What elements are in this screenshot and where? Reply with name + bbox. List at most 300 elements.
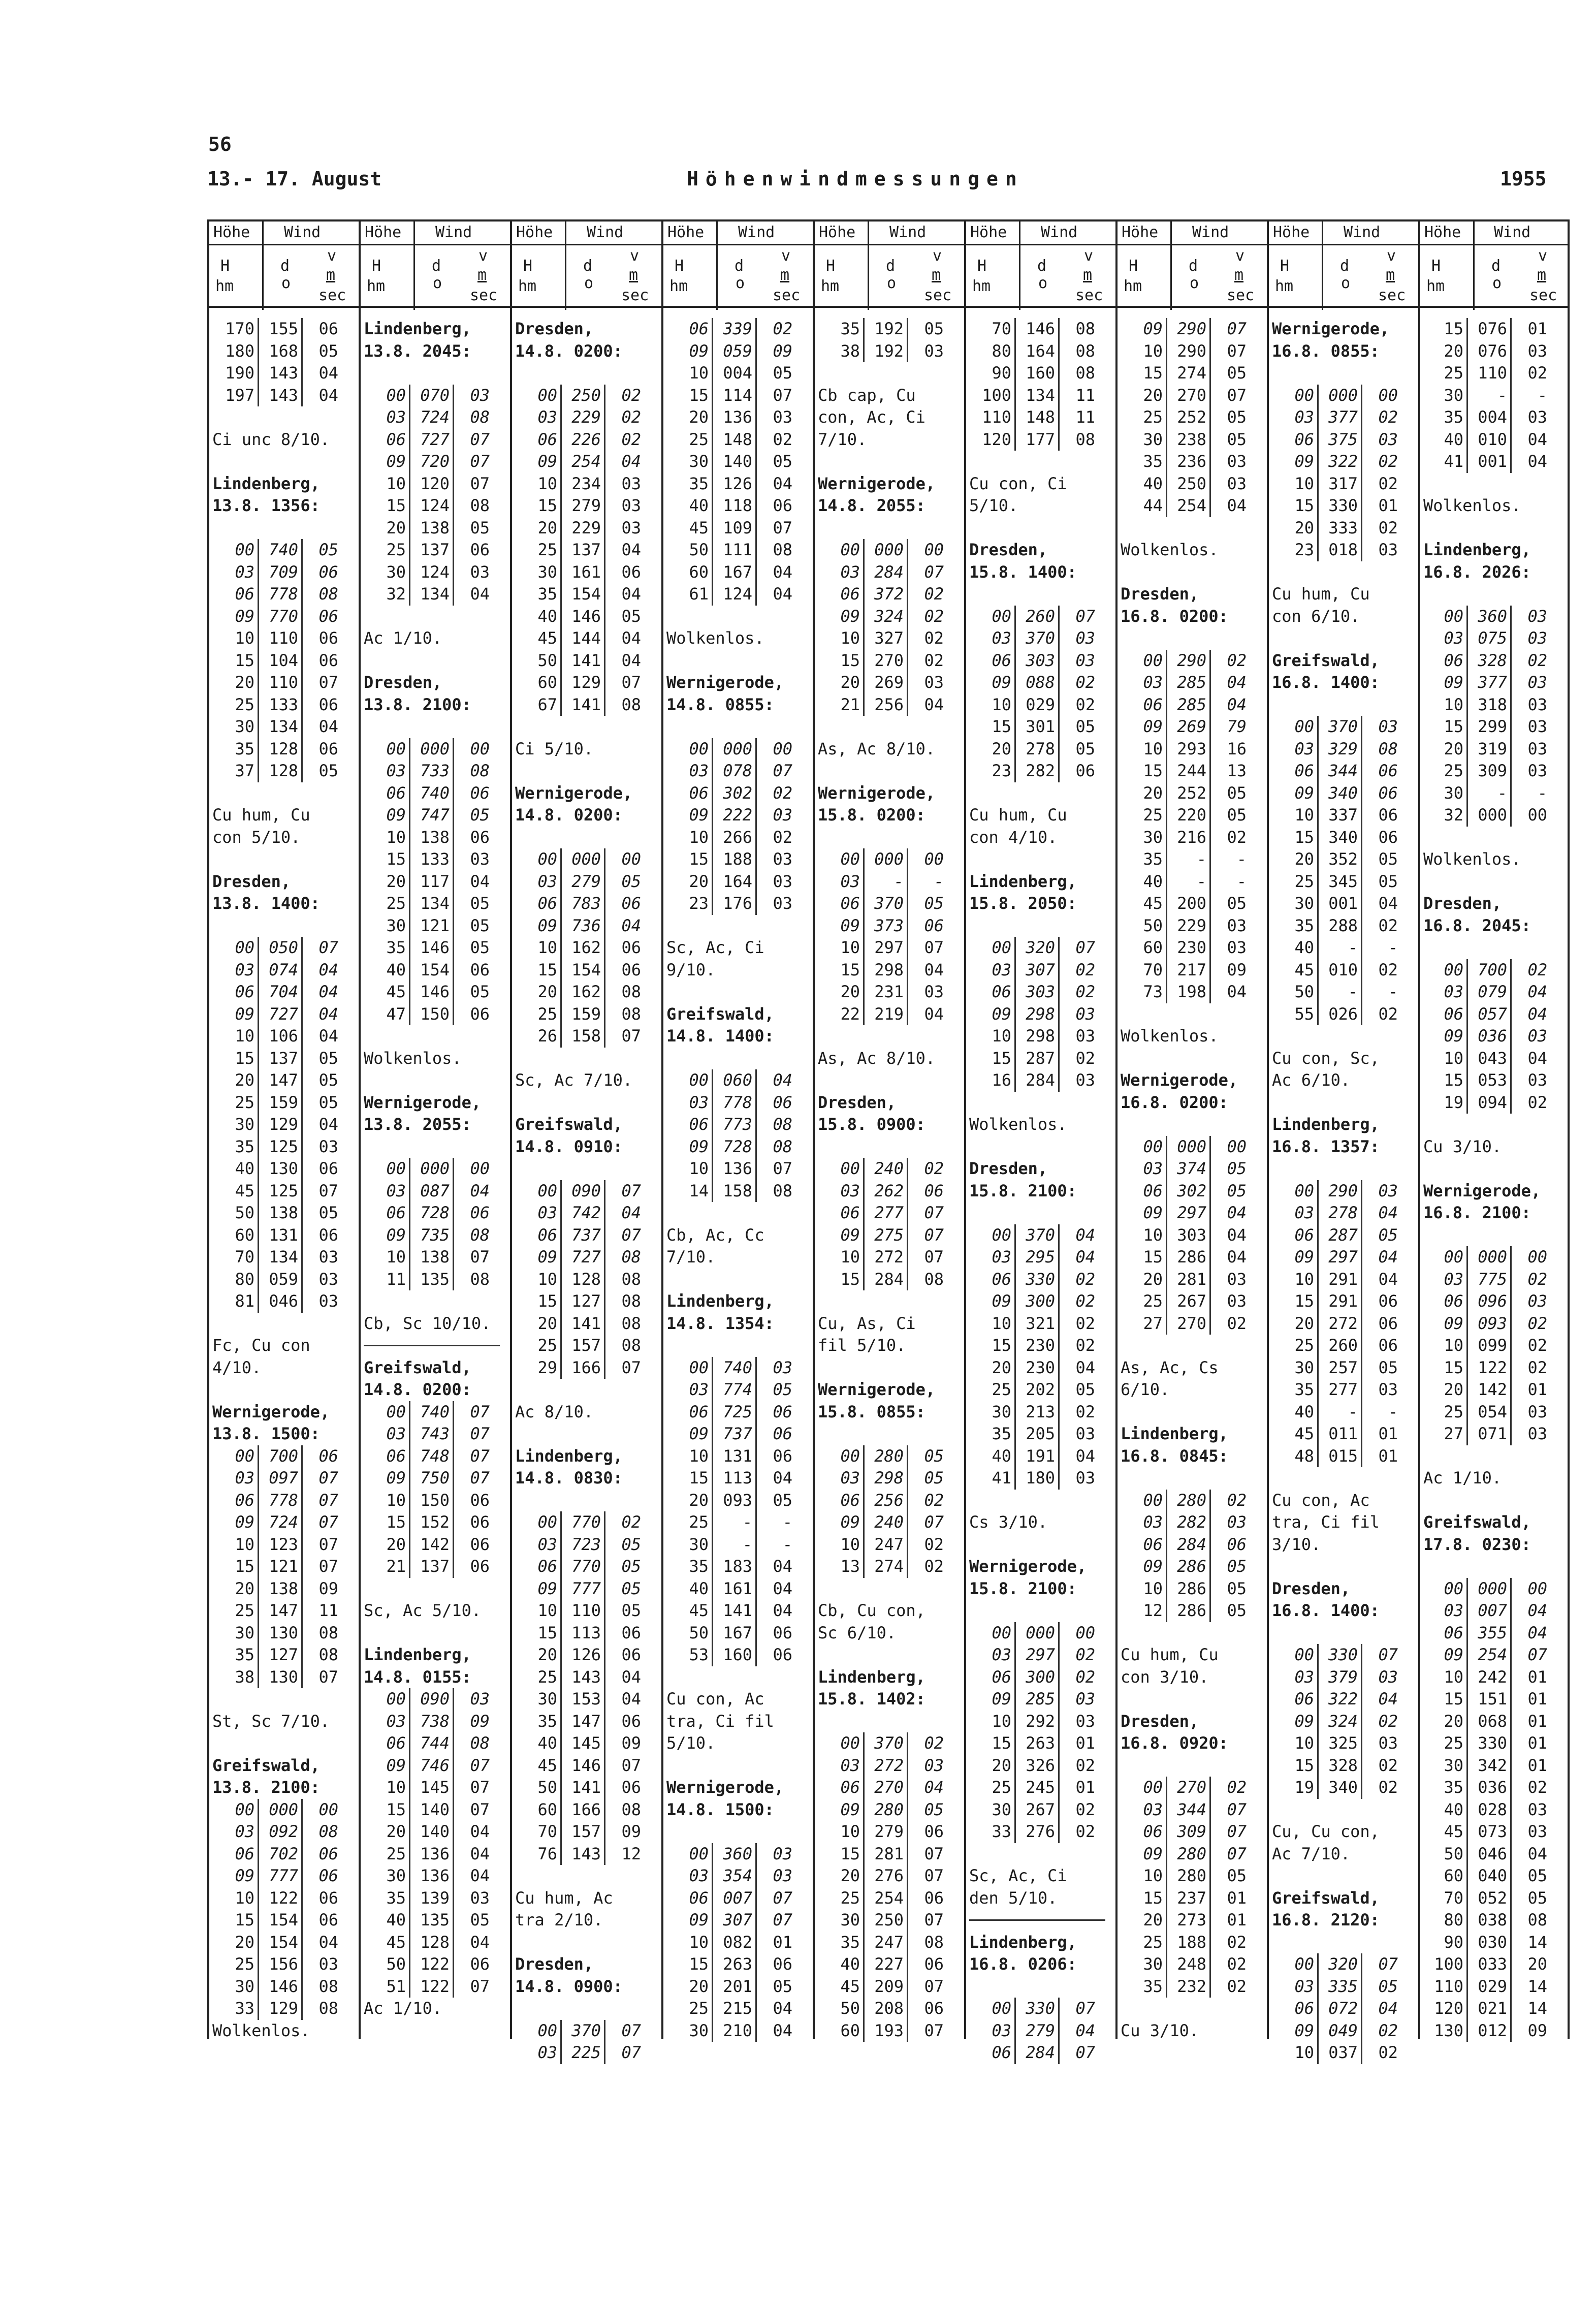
height-cell: 76 bbox=[522, 1843, 562, 1865]
table-row bbox=[1118, 672, 1267, 694]
cloud-note bbox=[815, 1335, 964, 1357]
height-cell: 06 bbox=[824, 583, 865, 606]
height-cell: 03 bbox=[976, 1246, 1016, 1269]
header-m: m bbox=[477, 266, 487, 284]
table-row bbox=[1269, 1379, 1418, 1401]
direction-cell: 040 bbox=[1466, 1865, 1512, 1887]
table-row bbox=[815, 1998, 964, 2020]
cloud-text: con 3/10. bbox=[1121, 1667, 1209, 1687]
height-cell: 20 bbox=[219, 1069, 259, 1092]
direction-cell: 340 bbox=[1317, 827, 1362, 849]
spacer bbox=[1118, 1755, 1267, 1777]
direction-cell: 015 bbox=[1317, 1445, 1362, 1468]
speed-cell: 00 bbox=[1075, 1623, 1095, 1642]
station-label: Lindenberg, bbox=[364, 1645, 471, 1664]
speed-cell: 06 bbox=[1378, 1291, 1398, 1311]
height-cell: 20 bbox=[1279, 848, 1319, 871]
direction-cell: 162 bbox=[560, 937, 605, 959]
table-row bbox=[361, 1953, 510, 1976]
direction-cell: 145 bbox=[409, 1777, 454, 1799]
station-heading bbox=[663, 672, 813, 694]
height-cell: 26 bbox=[522, 1025, 562, 1048]
table-row bbox=[1269, 539, 1418, 561]
table-row bbox=[966, 340, 1115, 363]
table-row bbox=[1420, 694, 1568, 716]
speed-cell: 07 bbox=[470, 429, 490, 449]
height-cell: 20 bbox=[1428, 738, 1468, 761]
speed-cell: 04 bbox=[924, 1004, 944, 1024]
table-row bbox=[966, 1025, 1115, 1048]
table-row bbox=[1420, 1313, 1568, 1335]
speed-cell: 06 bbox=[470, 783, 490, 803]
direction-cell: 295 bbox=[1014, 1246, 1060, 1269]
speed-cell: 06 bbox=[1227, 1534, 1247, 1554]
height-cell: 03 bbox=[522, 1534, 562, 1556]
table-row bbox=[1420, 1600, 1568, 1622]
spacer bbox=[663, 981, 813, 1003]
cloud-text: As, Ac 8/10. bbox=[818, 1048, 936, 1068]
direction-cell: 043 bbox=[1466, 1048, 1512, 1070]
height-cell: 10 bbox=[824, 937, 865, 959]
direction-cell: 144 bbox=[560, 627, 605, 650]
speed-cell: 07 bbox=[1075, 1999, 1095, 2018]
height-cell: 35 bbox=[673, 1556, 713, 1578]
height-cell: 15 bbox=[1279, 1290, 1319, 1313]
height-cell: 03 bbox=[1279, 738, 1319, 761]
direction-cell: 360 bbox=[1466, 606, 1512, 628]
direction-cell: 075 bbox=[1466, 627, 1512, 650]
speed-cell: 03 bbox=[1075, 1468, 1095, 1488]
table-row bbox=[209, 694, 359, 716]
direction-cell: 158 bbox=[712, 1180, 757, 1203]
header-h: H bbox=[1129, 257, 1138, 275]
speed-cell: 03 bbox=[318, 1269, 338, 1289]
speed-cell: 05 bbox=[1227, 1159, 1247, 1178]
height-cell: 19 bbox=[1428, 1092, 1468, 1114]
speed-cell: 08 bbox=[318, 1999, 338, 2018]
direction-cell: 728 bbox=[409, 1202, 454, 1224]
direction-cell: 059 bbox=[258, 1269, 303, 1291]
height-cell: 30 bbox=[673, 1534, 713, 1556]
spacer bbox=[1420, 1490, 1568, 1512]
spacer bbox=[966, 848, 1115, 871]
direction-cell: - bbox=[712, 1511, 757, 1534]
spacer bbox=[815, 1711, 964, 1733]
direction-cell: 727 bbox=[258, 1003, 303, 1026]
spacer bbox=[512, 1158, 661, 1180]
speed-cell: 03 bbox=[1227, 1269, 1247, 1289]
spacer bbox=[209, 451, 359, 473]
speed-cell: 07 bbox=[621, 1026, 641, 1046]
direction-cell: 133 bbox=[258, 694, 303, 716]
speed-cell: 09 bbox=[773, 341, 792, 361]
direction-cell: 292 bbox=[1014, 1711, 1060, 1733]
height-cell: 45 bbox=[673, 1600, 713, 1622]
table-row bbox=[966, 1622, 1115, 1644]
speed-cell: 07 bbox=[773, 1888, 792, 1908]
table-row bbox=[209, 1799, 359, 1821]
direction-cell: 000 bbox=[560, 848, 605, 871]
direction-cell: 286 bbox=[1166, 1556, 1211, 1578]
direction-cell: 266 bbox=[712, 827, 757, 849]
height-cell: 09 bbox=[219, 1003, 259, 1026]
direction-cell: 700 bbox=[258, 1445, 303, 1468]
speed-cell: 02 bbox=[1227, 827, 1247, 847]
spacer bbox=[209, 848, 359, 871]
cloud-text: tra, Ci fil bbox=[1272, 1512, 1380, 1532]
spacer bbox=[966, 1490, 1115, 1512]
station-heading bbox=[1269, 318, 1418, 340]
speed-cell: - bbox=[1236, 849, 1247, 869]
direction-cell: 276 bbox=[1014, 1821, 1060, 1843]
direction-cell: 273 bbox=[1166, 1909, 1211, 1932]
direction-cell: 256 bbox=[863, 1490, 908, 1512]
direction-cell: 201 bbox=[712, 1976, 757, 1998]
table-row bbox=[361, 1732, 510, 1755]
speed-cell: 04 bbox=[1378, 1203, 1398, 1222]
table-row bbox=[1420, 362, 1568, 385]
direction-cell: 097 bbox=[258, 1467, 303, 1490]
station-label: 14.8. 0155: bbox=[364, 1667, 471, 1687]
table-row bbox=[1269, 2020, 1418, 2042]
direction-cell: 000 bbox=[1317, 385, 1362, 407]
column-header bbox=[361, 219, 510, 308]
direction-cell: 219 bbox=[863, 1003, 908, 1026]
direction-cell: 275 bbox=[863, 1224, 908, 1247]
speed-cell: 02 bbox=[924, 628, 944, 648]
table-row bbox=[815, 1246, 964, 1269]
speed-cell: 08 bbox=[621, 694, 641, 714]
table-row bbox=[1118, 804, 1267, 827]
table-row bbox=[663, 1511, 813, 1534]
direction-cell: 285 bbox=[1166, 672, 1211, 694]
table-row bbox=[209, 1136, 359, 1158]
table-row bbox=[815, 1887, 964, 1910]
table-row bbox=[1118, 1224, 1267, 1247]
cloud-note bbox=[361, 1998, 510, 2020]
direction-cell: 111 bbox=[712, 539, 757, 561]
table-row bbox=[512, 937, 661, 959]
speed-cell: 01 bbox=[1075, 1778, 1095, 1797]
table-row bbox=[663, 340, 813, 363]
height-cell: 06 bbox=[976, 1269, 1016, 1291]
table-row bbox=[1118, 760, 1267, 782]
height-cell: 10 bbox=[673, 827, 713, 849]
height-cell: 25 bbox=[1127, 406, 1167, 429]
direction-cell: 141 bbox=[560, 650, 605, 672]
header-wind: Wind bbox=[1192, 224, 1229, 241]
cloud-text: Wolkenlos. bbox=[364, 1048, 462, 1068]
station-heading bbox=[361, 1379, 510, 1401]
table-row bbox=[1269, 716, 1418, 738]
station-heading bbox=[966, 893, 1115, 915]
table-row bbox=[815, 1976, 964, 1998]
speed-cell: - bbox=[1236, 871, 1247, 891]
table-row bbox=[209, 1003, 359, 1026]
height-cell: 03 bbox=[824, 561, 865, 584]
station-label: 15.8. 2100: bbox=[969, 1181, 1077, 1200]
station-heading bbox=[815, 1379, 964, 1401]
direction-cell: 164 bbox=[1014, 340, 1060, 363]
speed-cell: 07 bbox=[318, 1468, 338, 1488]
header-wind: Wind bbox=[284, 224, 321, 241]
direction-cell: 303 bbox=[1166, 1224, 1211, 1247]
cloud-text: Ac 7/10. bbox=[1272, 1844, 1351, 1863]
table-row bbox=[209, 1202, 359, 1224]
table-column bbox=[1115, 219, 1267, 2039]
height-cell: 20 bbox=[976, 1755, 1016, 1777]
table-row bbox=[512, 1180, 661, 1203]
table-row bbox=[1420, 627, 1568, 650]
direction-cell: 126 bbox=[712, 473, 757, 495]
height-cell: 20 bbox=[1428, 1379, 1468, 1401]
speed-cell: 05 bbox=[924, 1446, 944, 1466]
direction-cell: 074 bbox=[258, 959, 303, 982]
speed-cell: 03 bbox=[773, 1844, 792, 1863]
speed-cell: 03 bbox=[318, 1247, 338, 1267]
table-row bbox=[1118, 1158, 1267, 1180]
speed-cell: 05 bbox=[318, 1070, 338, 1090]
table-row bbox=[512, 1688, 661, 1711]
direction-cell: 700 bbox=[1466, 959, 1512, 982]
table-row bbox=[966, 1711, 1115, 1733]
station-heading bbox=[1420, 915, 1568, 937]
station-heading bbox=[663, 694, 813, 716]
height-cell: 67 bbox=[522, 694, 562, 716]
table-row bbox=[209, 1269, 359, 1291]
height-cell: 20 bbox=[1127, 385, 1167, 407]
height-cell: 00 bbox=[824, 1445, 865, 1468]
direction-cell: 125 bbox=[258, 1136, 303, 1158]
speed-cell: 04 bbox=[1527, 1623, 1547, 1642]
table-row bbox=[966, 1445, 1115, 1468]
speed-cell: 08 bbox=[621, 982, 641, 1001]
station-label: Greifswald, bbox=[666, 1004, 774, 1024]
direction-cell: 138 bbox=[258, 1578, 303, 1600]
speed-cell: 04 bbox=[318, 1932, 338, 1952]
height-cell: 00 bbox=[1279, 1644, 1319, 1666]
direction-cell: 355 bbox=[1466, 1622, 1512, 1644]
height-cell: 09 bbox=[1127, 1556, 1167, 1578]
spacer bbox=[966, 782, 1115, 805]
station-heading bbox=[361, 318, 510, 340]
height-cell: 10 bbox=[673, 1445, 713, 1468]
height-cell: 100 bbox=[1428, 1953, 1468, 1976]
height-cell: 10 bbox=[976, 694, 1016, 716]
speed-cell: 02 bbox=[621, 385, 641, 405]
speed-cell: 03 bbox=[1527, 1026, 1547, 1046]
direction-cell: 093 bbox=[712, 1490, 757, 1512]
height-cell: 48 bbox=[1279, 1445, 1319, 1468]
direction-cell: 774 bbox=[712, 1379, 757, 1401]
speed-cell: 08 bbox=[470, 1733, 490, 1753]
table-row bbox=[361, 1976, 510, 1998]
speed-cell: 05 bbox=[924, 1799, 944, 1819]
height-cell: 10 bbox=[1279, 1269, 1319, 1291]
speed-cell: 06 bbox=[924, 915, 944, 935]
height-cell: 00 bbox=[522, 1180, 562, 1203]
cloud-text: Cu con, Ac bbox=[1272, 1490, 1370, 1510]
height-cell: 03 bbox=[976, 959, 1016, 982]
speed-cell: 07 bbox=[924, 1976, 944, 1996]
station-heading bbox=[815, 1092, 964, 1114]
height-cell: 03 bbox=[824, 871, 865, 893]
table-row bbox=[815, 1953, 964, 1976]
speed-cell: - bbox=[782, 1534, 792, 1554]
height-cell: 90 bbox=[976, 362, 1016, 385]
table-row bbox=[209, 1976, 359, 1998]
speed-cell: 02 bbox=[1527, 1313, 1547, 1333]
cloud-text: As, Ac 8/10. bbox=[818, 739, 936, 758]
direction-cell: 280 bbox=[1166, 1490, 1211, 1512]
speed-cell: 03 bbox=[1527, 1291, 1547, 1311]
speed-cell: 05 bbox=[924, 319, 944, 338]
height-cell: 06 bbox=[976, 2042, 1016, 2064]
direction-cell: 059 bbox=[712, 340, 757, 363]
height-cell: 09 bbox=[370, 1224, 410, 1247]
speed-cell: 05 bbox=[318, 1092, 338, 1112]
station-label: Wernigerode, bbox=[364, 1092, 482, 1112]
direction-cell: 704 bbox=[258, 981, 303, 1003]
table-row bbox=[663, 1622, 813, 1644]
height-cell: 15 bbox=[1428, 716, 1468, 738]
speed-cell: 00 bbox=[924, 849, 944, 869]
height-cell: 40 bbox=[1428, 1799, 1468, 1821]
height-cell: 06 bbox=[1428, 1290, 1468, 1313]
direction-cell: 242 bbox=[1466, 1666, 1512, 1689]
speed-cell: 06 bbox=[470, 960, 490, 979]
spacer bbox=[1118, 1335, 1267, 1357]
table-row bbox=[361, 1688, 510, 1711]
height-cell: 00 bbox=[976, 937, 1016, 959]
height-cell: 00 bbox=[522, 848, 562, 871]
spacer bbox=[1118, 1114, 1267, 1136]
speed-cell: 05 bbox=[470, 982, 490, 1001]
speed-cell: - bbox=[1388, 1402, 1398, 1421]
table-row bbox=[361, 804, 510, 827]
direction-cell: 270 bbox=[1166, 1777, 1211, 1799]
direction-cell: 168 bbox=[258, 340, 303, 363]
table-row bbox=[1269, 760, 1418, 782]
station-label: 13.8. 2055: bbox=[364, 1115, 471, 1134]
speed-cell: 05 bbox=[1227, 894, 1247, 913]
height-cell: 45 bbox=[1279, 1423, 1319, 1445]
height-cell: 00 bbox=[824, 1158, 865, 1180]
cloud-text: Cu hum, Cu bbox=[969, 805, 1067, 825]
table-row bbox=[815, 650, 964, 672]
cloud-text: Sc, Ac, Ci bbox=[969, 1866, 1067, 1885]
height-cell: 45 bbox=[673, 517, 713, 540]
direction-cell: 746 bbox=[409, 1755, 454, 1777]
spacer bbox=[1118, 1467, 1267, 1490]
direction-cell: 176 bbox=[712, 893, 757, 915]
height-cell: 10 bbox=[219, 1534, 259, 1556]
cloud-note bbox=[966, 1511, 1115, 1534]
table-row bbox=[966, 1799, 1115, 1821]
cloud-text: Ac 8/10. bbox=[515, 1402, 594, 1421]
table-row bbox=[512, 583, 661, 606]
speed-cell: 05 bbox=[318, 341, 338, 361]
table-row bbox=[361, 1887, 510, 1910]
cloud-text: Cu, As, Ci bbox=[818, 1313, 916, 1333]
header-sec: sec bbox=[1529, 287, 1557, 304]
speed-cell: 01 bbox=[1527, 1711, 1547, 1731]
header-hm: hm bbox=[669, 277, 688, 295]
direction-cell: 099 bbox=[1466, 1335, 1512, 1357]
speed-cell: 00 bbox=[1527, 1247, 1547, 1267]
direction-cell: 379 bbox=[1317, 1666, 1362, 1689]
direction-cell: 293 bbox=[1166, 738, 1211, 761]
direction-cell: 192 bbox=[863, 340, 908, 363]
direction-cell: 000 bbox=[1166, 1136, 1211, 1158]
direction-cell: 140 bbox=[409, 1821, 454, 1843]
speed-cell: 04 bbox=[318, 385, 338, 405]
speed-cell: 07 bbox=[773, 1159, 792, 1178]
height-cell: 37 bbox=[219, 760, 259, 782]
header-deg: o bbox=[281, 274, 291, 292]
height-cell: 30 bbox=[1279, 893, 1319, 915]
table-row bbox=[512, 2042, 661, 2064]
direction-cell: 245 bbox=[1014, 1777, 1060, 1799]
station-label: 14.8. 0900: bbox=[515, 1976, 623, 1996]
speed-cell: 07 bbox=[470, 1778, 490, 1797]
direction-cell: 188 bbox=[712, 848, 757, 871]
height-cell: 25 bbox=[673, 1511, 713, 1534]
height-cell: 03 bbox=[370, 406, 410, 429]
height-cell: 09 bbox=[824, 915, 865, 937]
height-cell: 35 bbox=[219, 1644, 259, 1666]
table-row bbox=[1420, 1821, 1568, 1843]
cloud-note bbox=[815, 1048, 964, 1070]
cloud-text: Ci 5/10. bbox=[515, 739, 594, 758]
height-cell: 15 bbox=[824, 1843, 865, 1865]
station-label: 17.8. 0230: bbox=[1423, 1534, 1531, 1554]
table-row bbox=[1420, 1048, 1568, 1070]
table-row bbox=[1118, 451, 1267, 473]
height-cell: 09 bbox=[976, 1688, 1016, 1711]
height-cell: 15 bbox=[673, 1953, 713, 1976]
height-cell: 23 bbox=[1279, 539, 1319, 561]
station-label: 16.8. 1357: bbox=[1272, 1136, 1380, 1156]
station-heading bbox=[1269, 650, 1418, 672]
table-row bbox=[1118, 738, 1267, 761]
height-cell: 10 bbox=[1428, 1335, 1468, 1357]
direction-cell: 215 bbox=[712, 1998, 757, 2020]
table-row bbox=[1420, 1335, 1568, 1357]
direction-cell: 270 bbox=[863, 650, 908, 672]
table-row bbox=[1118, 1887, 1267, 1910]
speed-cell: 07 bbox=[621, 1181, 641, 1200]
table-row bbox=[663, 848, 813, 871]
direction-cell: 122 bbox=[258, 1887, 303, 1910]
table-row bbox=[966, 1313, 1115, 1335]
direction-cell: 153 bbox=[560, 1688, 605, 1711]
direction-cell: 130 bbox=[258, 1666, 303, 1689]
speed-cell: 04 bbox=[470, 1844, 490, 1863]
station-heading bbox=[663, 1025, 813, 1048]
direction-cell: 750 bbox=[409, 1467, 454, 1490]
speed-cell: 06 bbox=[318, 1159, 338, 1178]
header-v: v bbox=[630, 247, 640, 265]
speed-cell: 02 bbox=[1075, 694, 1095, 714]
speed-cell: 04 bbox=[1527, 1601, 1547, 1620]
height-cell: 00 bbox=[370, 1158, 410, 1180]
table-row bbox=[512, 1357, 661, 1379]
direction-cell: 340 bbox=[1317, 1777, 1362, 1799]
table-row bbox=[512, 473, 661, 495]
direction-cell: 230 bbox=[1166, 937, 1211, 959]
spacer bbox=[966, 451, 1115, 473]
